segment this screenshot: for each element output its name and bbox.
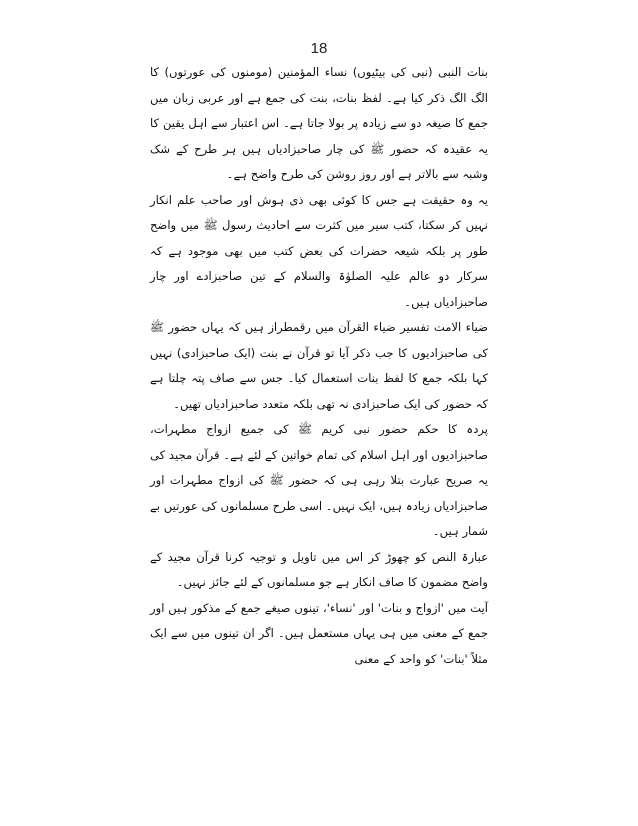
paragraph-1: بنات النبی (نبی کی بیٹیوں) نساء المؤمنین (مومنوں کی عورتوں) کا الگ الگ ذکر کیا ہے۔ لفظ بنات، بنت کی جمع ہے اور عربی زبان میں جمع کا صیغہ دو سے زیادہ پر بولا جاتا ہے۔ اس اعتبار سے اہل یقین کا یہ عقیدہ کہ حضور ﷺ کی چار صاحبزادیاں ہیں ہر طرح کے شک وشبہ سے بالاتر ہے اور روز روشن کی طرح واضح ہے۔ — [150, 65, 488, 181]
body-text — [150, 60, 488, 672]
page-number: 18 — [310, 40, 328, 57]
paragraph-2: یہ وہ حقیقت ہے جس کا کوئی بھی ذی ہوش اور صاحب علم انکار نہیں کر سکتا، کتب سیر میں کثرت سے احادیث رسول ﷺ میں واضح طور پر بلکہ شیعہ حضرات کی بعض کتب میں بھی موجود ہے کہ سرکار دو عالم علیہ الصلوٰۃ والسلام کے تین صاحبزادے اور چار صاحبزادیاں ہیں۔ — [150, 192, 488, 309]
paragraph-4: پردہ کا حکم حضور نبی کریم ﷺ کی جمیع ازواج مطہرات، صاحبزادیوں اور اہل اسلام کی تمام خواتین کے لئے ہے۔ قرآن مجید کی یہ صریح عبارت بتلا رہی ہی کہ حضور ﷺ کی ازواج مطہرات اور صاحبزادیاں زیادہ ہیں، ایک نہیں۔ اسی طرح مسلمانوں کی عورتیں بے شمار ہیں۔ — [150, 422, 488, 538]
paragraph-6: آیت میں 'ازواج و بنات' اور 'نساء'، تینوں صیغے جمع کے مذکور ہیں اور جمع کے معنی میں ہی یہاں مستعمل ہیں۔ اگر ان تینوں میں سے ایک مثلاً 'بنات' کو واحد کے معنی — [150, 600, 488, 666]
paragraph-3: ضیاء الامت تفسیر ضیاء القرآن میں رقمطراز ہیں کہ یہاں حضور ﷺ کی صاحبزادیوں کا جب ذکر آیا تو قرآن نے بنت (ایک صاحبزادی) نہیں کہا بلکہ جمع کا لفظ بنات استعمال کیا۔ جس سے صاف پتہ چلتا ہے کہ حضور کی ایک صاحبزادی نہ تھی بلکہ متعدد صاحبزادیاں تھیں۔ — [150, 320, 488, 411]
paragraph-5: عبارۃ النص کو چھوڑ کر اس میں تاویل و توجیہ کرنا قرآن مجید کے واضح مضمون کا صاف انکار ہے جو مسلمانوں کے لئے جائز نہیں۔ — [150, 549, 488, 589]
